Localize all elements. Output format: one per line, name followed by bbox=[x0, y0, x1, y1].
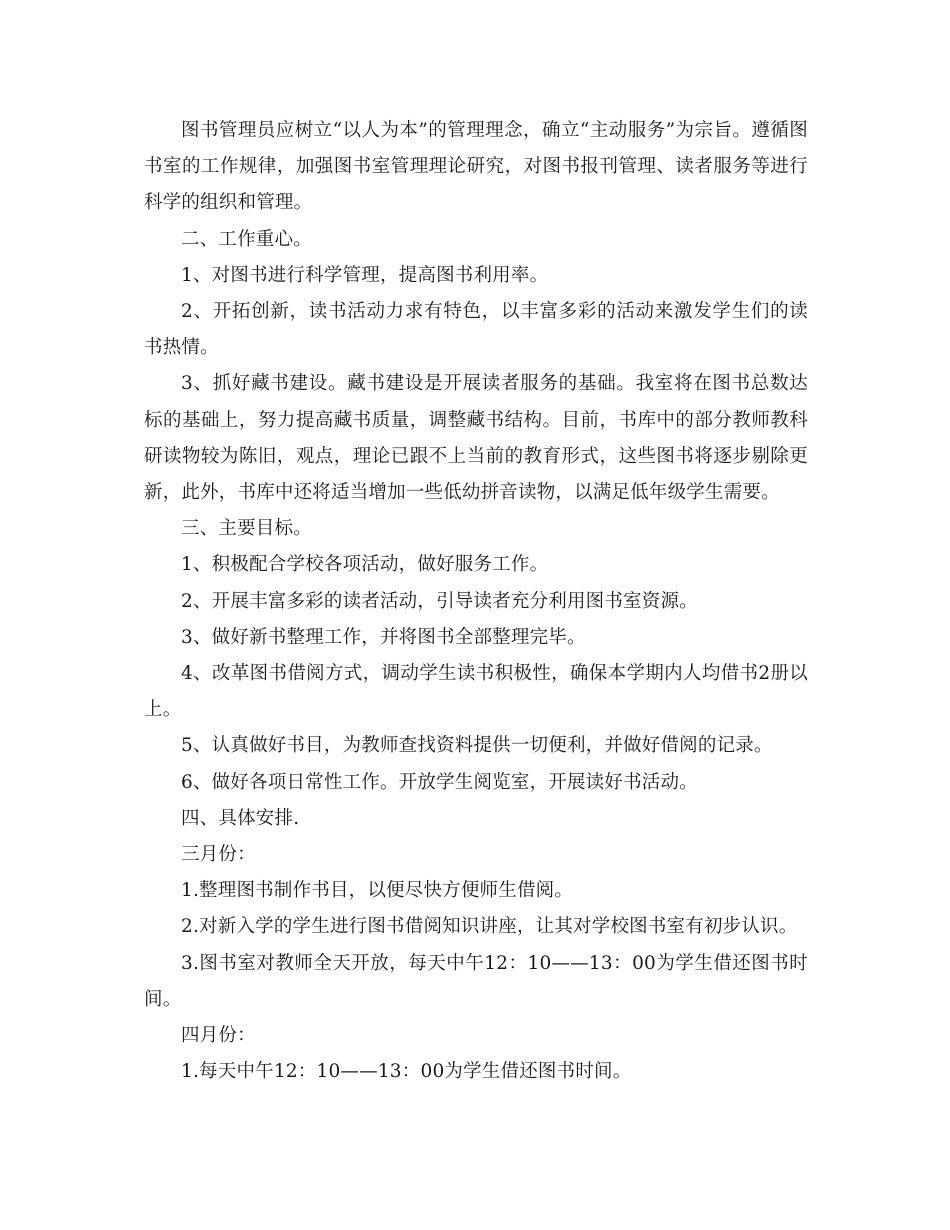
paragraph-intro: 图书管理员应树立“以人为本”的管理理念，确立“主动服务”为宗旨。遵循图书室的工作规律，加强图书室管理理论研究，对图书报刊管理、读者服务等进行科学的组织和管理。 bbox=[144, 120, 808, 214]
list-item: 5、认真做好书目，为教师查找资料提供一切便利，并做好借阅的记录。 bbox=[181, 735, 773, 757]
month-heading-april: 四月份： bbox=[181, 1025, 256, 1047]
list-item: 2.对新入学的学生进行图书借阅知识讲座，让其对学校图书室有初步认识。 bbox=[181, 916, 798, 938]
list-item: 3、做好新书整理工作，并将图书全部整理完毕。 bbox=[181, 626, 586, 648]
list-item: 2、开拓创新，读书活动力求有特色，以丰富多彩的活动来激发学生们的读书热情。 bbox=[144, 301, 808, 359]
list-item: 2、开展丰富多彩的读者活动，引导读者充分利用图书室资源。 bbox=[181, 590, 698, 612]
section-heading-main-goals: 三、主要目标。 bbox=[181, 518, 312, 540]
document-body bbox=[144, 113, 808, 1090]
list-item: 3、抓好藏书建设。藏书建设是开展读者服务的基础。我室将在图书总数达标的基础上，努力提高藏书质量，调整藏书结构。目前，书库中的部分教师教科研读物较为陈旧，观点，理论已跟不上当前的教育形式，这些图书将逐步剔除更新，此外，书库中还将适当增加一些低幼拼音读物，以满足低年级学生需要。 bbox=[144, 373, 808, 504]
list-item: 1.每天中午12：10——13：00为学生借还图书时间。 bbox=[181, 1061, 632, 1083]
month-heading-march: 三月份： bbox=[181, 844, 256, 866]
list-item: 1.整理图书制作书目，以便尽快方便师生借阅。 bbox=[181, 880, 574, 902]
list-item: 3.图书室对教师全天开放，每天中午12：10——13：00为学生借还图书时间。 bbox=[144, 952, 808, 1010]
section-heading-work-focus: 二、工作重心。 bbox=[181, 228, 312, 250]
list-item: 1、积极配合学校各项活动，做好服务工作。 bbox=[181, 554, 549, 576]
list-item: 6、做好各项日常性工作。开放学生阅览室，开展读好书活动。 bbox=[181, 771, 698, 793]
list-item: 4、改革图书借阅方式，调动学生读书积极性，确保本学期内人均借书2册以上。 bbox=[144, 663, 808, 721]
section-heading-schedule: 四、具体安排. bbox=[181, 807, 300, 829]
list-item: 1、对图书进行科学管理，提高图书利用率。 bbox=[181, 264, 549, 286]
